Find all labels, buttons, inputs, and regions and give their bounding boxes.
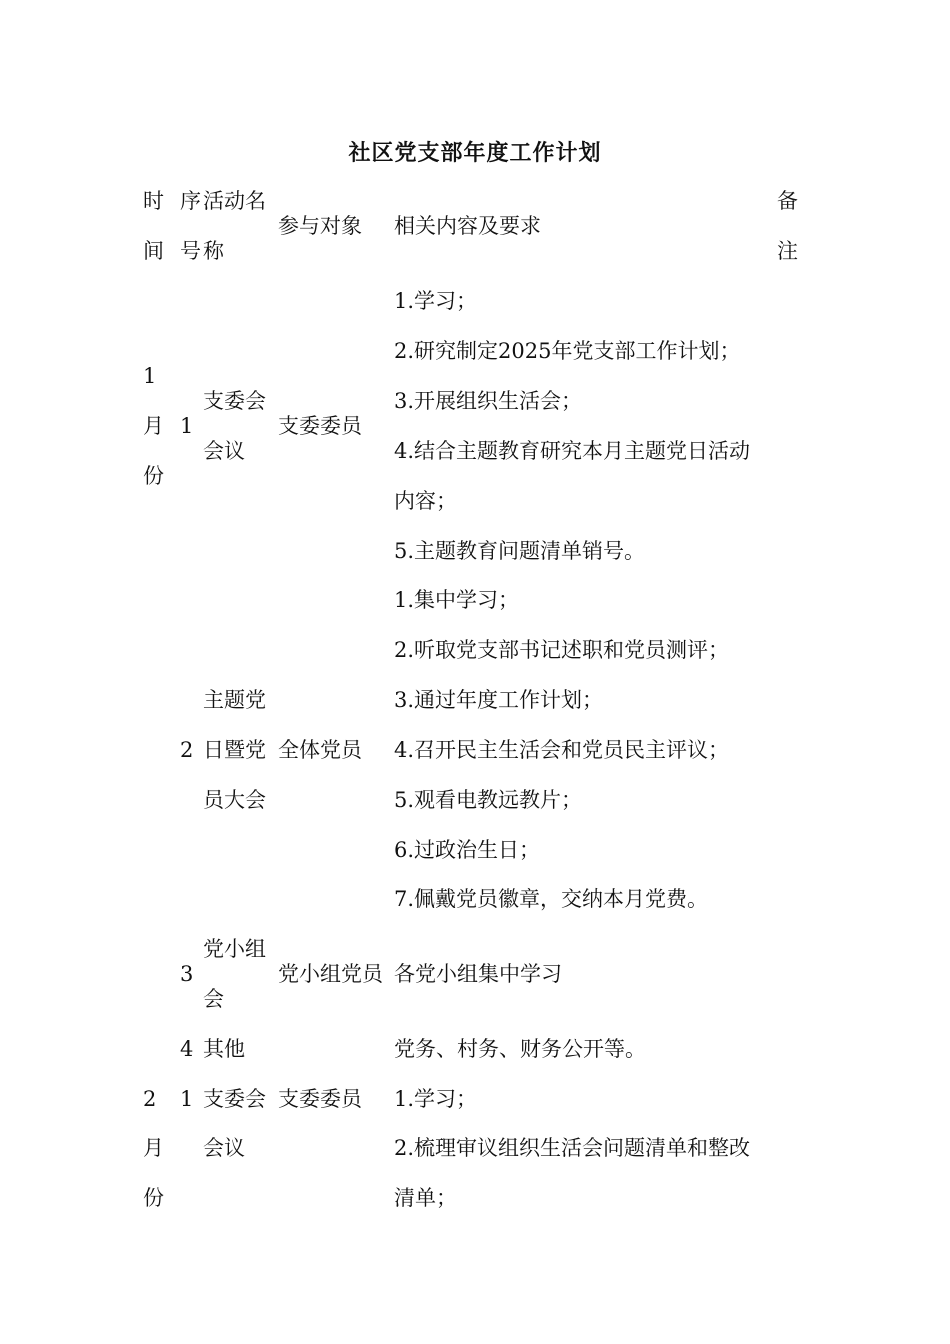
header-activity: 称 [203, 239, 224, 263]
row-seq: 2 [180, 738, 194, 762]
row-content-line: 党务、村务、财务公开等。 [394, 1037, 646, 1061]
row-content-line: 3.通过年度工作计划； [394, 688, 604, 712]
row-seq: 4 [180, 1037, 194, 1061]
row-activity: 主题党 [203, 688, 266, 712]
row-participants: 支委委员 [278, 414, 362, 438]
month-label: 2 [143, 1087, 157, 1111]
row-content-line: 6.过政治生日； [394, 838, 541, 862]
row-participants: 支委委员 [278, 1087, 362, 1111]
month-label: 月 [143, 414, 164, 438]
row-activity: 员大会 [203, 788, 266, 812]
row-content-line: 2.梳理审议组织生活会问题清单和整改 [394, 1136, 751, 1160]
row-seq: 3 [180, 962, 194, 986]
month-label: 月 [143, 1136, 164, 1160]
row-content-line: 7.佩戴党员徽章，交纳本月党费。 [394, 887, 709, 911]
row-content-line: 4.结合主题教育研究本月主题党日活动 [394, 439, 751, 463]
header-activity: 活动名 [203, 189, 266, 213]
row-activity: 其他 [203, 1037, 245, 1061]
row-content-line: 1.集中学习； [394, 588, 520, 612]
header-remarks: 注 [777, 239, 798, 263]
row-content-line: 各党小组集中学习 [394, 962, 562, 986]
row-content-line: 4.召开民主生活会和党员民主评议； [394, 738, 730, 762]
row-content-line: 内容； [394, 489, 457, 513]
row-content-line: 2.听取党支部书记述职和党员测评； [394, 638, 730, 662]
row-content-line: 5.主题教育问题清单销号。 [394, 539, 646, 563]
row-content-line: 1.学习； [394, 1087, 478, 1111]
row-activity: 会 [203, 987, 224, 1011]
row-seq: 1 [180, 414, 194, 438]
row-activity: 党小组 [203, 937, 266, 961]
row-activity: 会议 [203, 1136, 245, 1160]
row-participants: 党小组党员 [278, 962, 383, 986]
header-time: 时 [143, 189, 164, 213]
header-seq: 序 [180, 189, 201, 213]
row-content-line: 1.学习； [394, 289, 478, 313]
row-content-line: 3.开展组织生活会； [394, 389, 583, 413]
row-activity: 支委会 [203, 1087, 266, 1111]
header-time: 间 [143, 239, 164, 263]
month-label: 份 [143, 1186, 164, 1210]
row-activity: 会议 [203, 439, 245, 463]
header-content: 相关内容及要求 [394, 214, 541, 238]
header-participants: 参与对象 [278, 214, 362, 238]
row-content-line: 清单； [394, 1186, 457, 1210]
row-activity: 支委会 [203, 389, 266, 413]
document-title: 社区党支部年度工作计划 [348, 140, 602, 166]
header-remarks: 备 [777, 189, 798, 213]
row-participants: 全体党员 [278, 738, 362, 762]
month-label: 份 [143, 464, 164, 488]
header-seq: 号 [180, 239, 201, 263]
month-label: 1 [143, 364, 157, 388]
row-activity: 日暨党 [203, 738, 266, 762]
row-content-line: 2.研究制定2025年党支部工作计划； [394, 339, 741, 363]
row-seq: 1 [180, 1087, 194, 1111]
row-content-line: 5.观看电教远教片； [394, 788, 583, 812]
